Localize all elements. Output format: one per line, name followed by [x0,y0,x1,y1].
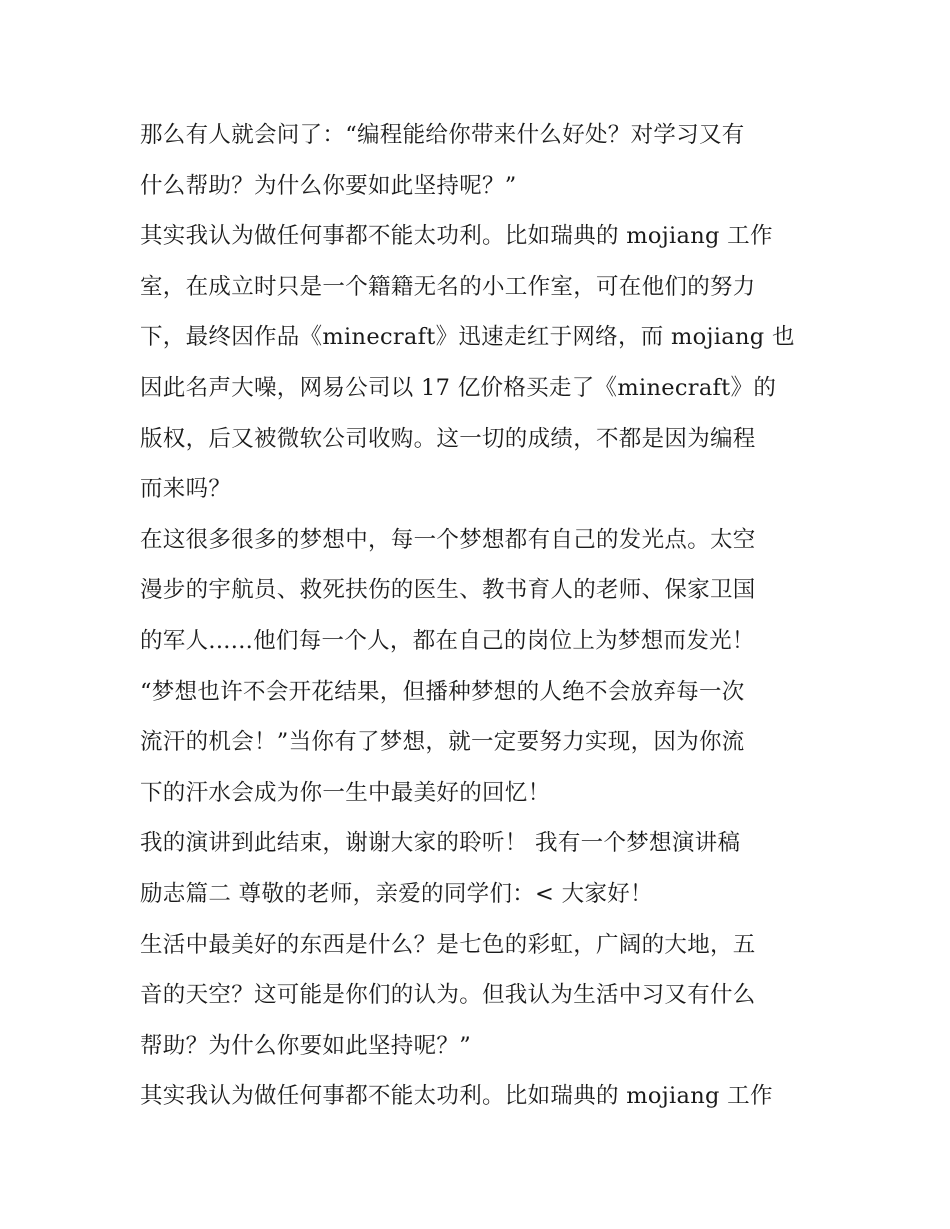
text-line-3: 其实我认为做任何事都不能太功利。比如瑞典的 mojiang 工作 [140,223,773,250]
text-line-1: 那么有人就会问了：“编程能给你带来什么好处？对学习又有 [140,122,745,148]
text-line-13: 流汗的机会！”当你有了梦想，就一定要努力实现，因为你流 [140,729,745,756]
text-line-6: 因此名声大噪，网易公司以 17 亿价格买走了《minecraft》的 [140,374,777,401]
text-line-20: 其实我认为做任何事都不能太功利。比如瑞典的 mojiang 工作 [140,1083,773,1110]
text-line-8: 而来吗？ [140,476,232,503]
text-line-5: 下，最终因作品《minecraft》迅速走红于网络，而 mojiang 也 [140,324,795,351]
text-line-7: 版权，后又被微软公司收购。这一切的成绩，不都是因为编程 [140,425,756,452]
text-line-12: “梦想也许不会开花结果，但播种梦想的人绝不会放弃每一次 [140,678,745,705]
text-line-4: 室，在成立时只是一个籍籍无名的小工作室，可在他们的努力 [140,273,756,300]
text-line-10: 漫步的宇航员、救死扶伤的医生、教书育人的老师、保家卫国 [140,577,756,604]
text-line-11: 的军人......他们每一个人，都在自己的岗位上为梦想而发光！ [140,627,755,654]
text-line-9: 在这很多很多的梦想中，每一个梦想都有自己的发光点。太空 [140,526,756,553]
text-line-19: 帮助？为什么你要如此坚持呢？” [140,1032,472,1059]
text-line-18: 音的天空？这可能是你们的认为。但我认为生活中习又有什么 [140,982,756,1009]
text-line-14: 下的汗水会成为你一生中最美好的回忆！ [140,779,551,806]
text-line-2: 什么帮助？为什么你要如此坚持呢？” [140,172,517,199]
document-body [140,110,830,1122]
text-line-16: 励志篇二 尊敬的老师，亲爱的同学们：< 大家好！ [140,880,653,907]
text-line-17: 生活中最美好的东西是什么？是七色的彩虹，广阔的大地，五 [140,931,756,958]
text-line-15: 我的演讲到此结束，谢谢大家的聆听！ 我有一个梦想演讲稿 [140,830,741,857]
